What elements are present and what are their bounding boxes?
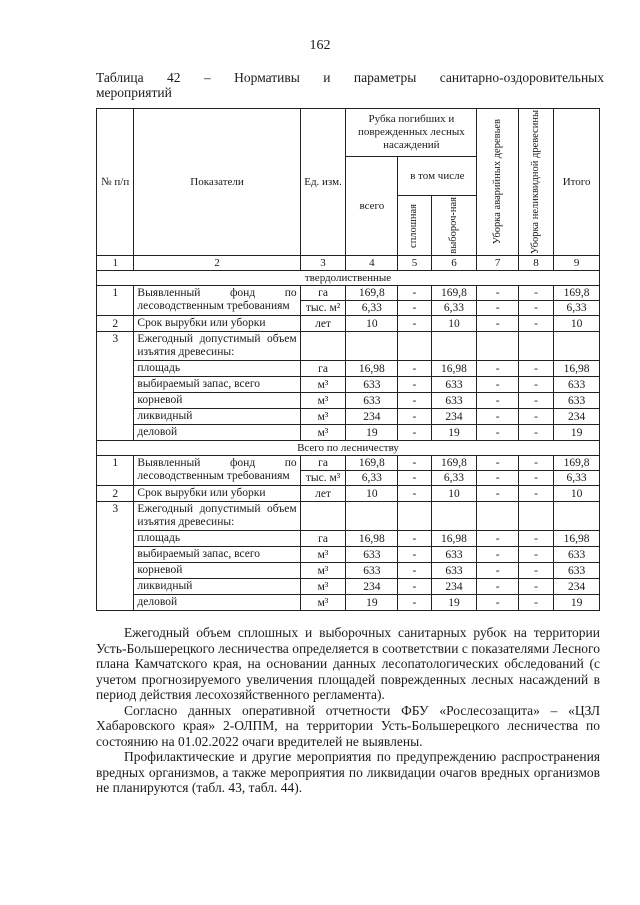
row-label: Выявленный фонд по лесоводственным требованиям bbox=[134, 456, 300, 486]
cell-clear: - bbox=[398, 486, 431, 502]
norms-table bbox=[96, 108, 600, 611]
cell-emergency: - bbox=[477, 563, 519, 579]
cell-clear: - bbox=[398, 286, 431, 301]
row-unit: м³ bbox=[300, 579, 346, 595]
cell-total bbox=[346, 502, 398, 531]
table-row bbox=[97, 332, 600, 361]
cell-nonliquid: - bbox=[518, 531, 553, 547]
cell-total: 10 bbox=[346, 486, 398, 502]
cell-total: 16,98 bbox=[346, 531, 398, 547]
row-unit: м³ bbox=[300, 595, 346, 611]
table-row bbox=[97, 393, 600, 409]
cell-nonliquid: - bbox=[518, 547, 553, 563]
table-row bbox=[97, 563, 600, 579]
header-emergency: Уборка аварийных деревьев bbox=[477, 109, 519, 256]
table-row bbox=[97, 579, 600, 595]
cell-sum bbox=[554, 332, 600, 361]
row-unit bbox=[300, 332, 346, 361]
cell-selective: 633 bbox=[431, 377, 477, 393]
row-label: выбираемый запас, всего bbox=[134, 377, 300, 393]
table-row bbox=[97, 486, 600, 502]
table-row bbox=[97, 502, 600, 531]
cell-total: 6,33 bbox=[346, 301, 398, 316]
table-row bbox=[97, 425, 600, 441]
header-selective: выбороч-ная bbox=[431, 196, 477, 256]
header-unit: Ед. изм. bbox=[300, 109, 346, 256]
table-row bbox=[97, 361, 600, 377]
header-including: в том числе bbox=[398, 157, 477, 196]
row-unit: лет bbox=[300, 316, 346, 332]
cell-nonliquid: - bbox=[518, 301, 553, 316]
cell-total: 633 bbox=[346, 547, 398, 563]
cell-selective bbox=[431, 332, 477, 361]
cell-selective: 169,8 bbox=[431, 286, 477, 301]
cell-selective: 6,33 bbox=[431, 471, 477, 486]
row-label: Срок вырубки или уборки bbox=[134, 486, 300, 502]
row-unit: га bbox=[300, 361, 346, 377]
cell-emergency bbox=[477, 332, 519, 361]
table-row bbox=[97, 409, 600, 425]
section-row bbox=[97, 441, 600, 456]
cell-selective: 16,98 bbox=[431, 531, 477, 547]
cell-selective: 6,33 bbox=[431, 301, 477, 316]
row-num: 2 bbox=[97, 486, 134, 502]
table-row bbox=[97, 531, 600, 547]
column-number: 3 bbox=[300, 256, 346, 271]
cell-sum: 10 bbox=[554, 316, 600, 332]
caption-line-2: мероприятий bbox=[96, 85, 172, 100]
row-unit: лет bbox=[300, 486, 346, 502]
cell-clear bbox=[398, 502, 431, 531]
cell-clear: - bbox=[398, 563, 431, 579]
row-label: ликвидный bbox=[134, 579, 300, 595]
cell-sum: 6,33 bbox=[554, 301, 600, 316]
cell-clear: - bbox=[398, 361, 431, 377]
row-unit: м³ bbox=[300, 547, 346, 563]
row-label: деловой bbox=[134, 425, 300, 441]
cell-sum: 19 bbox=[554, 595, 600, 611]
row-label: Выявленный фонд по лесоводственным требованиям bbox=[134, 286, 300, 316]
cell-emergency: - bbox=[477, 409, 519, 425]
paragraph-1: Ежегодный объем сплошных и выборочных санитарных рубок на территории Усть-Большерецкого лесничества определяется в соответствии с показателями Лесного плана Камчатского края, на основании данных лесопатологических обследований (с учетом прогнозируемого увеличения площадей поврежденных лесных насаждений в период действия лесохозяйственного регламента). bbox=[96, 625, 600, 702]
row-num: 1 bbox=[97, 456, 134, 486]
row-num: 1 bbox=[97, 286, 134, 316]
cell-sum: 633 bbox=[554, 563, 600, 579]
column-number: 9 bbox=[554, 256, 600, 271]
cell-sum: 234 bbox=[554, 579, 600, 595]
row-label: площадь bbox=[134, 531, 300, 547]
cell-clear: - bbox=[398, 409, 431, 425]
row-label: Ежегодный допустимый объем изъятия древесины: bbox=[134, 502, 300, 531]
column-number: 2 bbox=[134, 256, 300, 271]
header-felling-group: Рубка погибших и поврежденных лесных насаждений bbox=[346, 109, 477, 157]
cell-total: 169,8 bbox=[346, 286, 398, 301]
caption-line-1: Таблица 42 – Нормативы и параметры санитарно-оздоровительных bbox=[96, 70, 604, 85]
row-num: 3 bbox=[97, 502, 134, 611]
row-unit: га bbox=[300, 531, 346, 547]
header-indicator: Показатели bbox=[134, 109, 300, 256]
cell-nonliquid: - bbox=[518, 595, 553, 611]
cell-sum bbox=[554, 502, 600, 531]
cell-total: 234 bbox=[346, 579, 398, 595]
row-label: деловой bbox=[134, 595, 300, 611]
cell-clear: - bbox=[398, 547, 431, 563]
cell-total: 169,8 bbox=[346, 456, 398, 471]
column-number: 6 bbox=[431, 256, 477, 271]
cell-nonliquid bbox=[518, 502, 553, 531]
cell-emergency: - bbox=[477, 531, 519, 547]
cell-sum: 19 bbox=[554, 425, 600, 441]
cell-sum: 633 bbox=[554, 393, 600, 409]
row-label: выбираемый запас, всего bbox=[134, 547, 300, 563]
section-row bbox=[97, 271, 600, 286]
cell-sum: 633 bbox=[554, 547, 600, 563]
cell-emergency: - bbox=[477, 316, 519, 332]
cell-emergency bbox=[477, 502, 519, 531]
cell-clear: - bbox=[398, 595, 431, 611]
cell-total: 19 bbox=[346, 595, 398, 611]
cell-nonliquid: - bbox=[518, 361, 553, 377]
cell-total: 234 bbox=[346, 409, 398, 425]
column-number: 8 bbox=[518, 256, 553, 271]
cell-clear: - bbox=[398, 471, 431, 486]
cell-sum: 10 bbox=[554, 486, 600, 502]
cell-emergency: - bbox=[477, 361, 519, 377]
column-number: 4 bbox=[346, 256, 398, 271]
cell-nonliquid: - bbox=[518, 563, 553, 579]
cell-selective: 10 bbox=[431, 486, 477, 502]
cell-total: 16,98 bbox=[346, 361, 398, 377]
cell-selective: 16,98 bbox=[431, 361, 477, 377]
cell-nonliquid: - bbox=[518, 486, 553, 502]
table-row bbox=[97, 547, 600, 563]
cell-nonliquid: - bbox=[518, 456, 553, 471]
row-unit: м³ bbox=[300, 425, 346, 441]
header-num: № п/п bbox=[97, 109, 134, 256]
section-title: твердолиственные bbox=[97, 271, 600, 286]
cell-total: 6,33 bbox=[346, 471, 398, 486]
cell-emergency: - bbox=[477, 393, 519, 409]
column-number: 7 bbox=[477, 256, 519, 271]
cell-emergency: - bbox=[477, 471, 519, 486]
cell-emergency: - bbox=[477, 579, 519, 595]
header-total: всего bbox=[346, 157, 398, 256]
cell-sum: 169,8 bbox=[554, 456, 600, 471]
header-sum: Итого bbox=[554, 109, 600, 256]
cell-sum: 16,98 bbox=[554, 531, 600, 547]
cell-emergency: - bbox=[477, 286, 519, 301]
cell-nonliquid: - bbox=[518, 377, 553, 393]
row-unit bbox=[300, 502, 346, 531]
cell-clear: - bbox=[398, 456, 431, 471]
cell-total: 633 bbox=[346, 377, 398, 393]
cell-nonliquid: - bbox=[518, 316, 553, 332]
cell-selective bbox=[431, 502, 477, 531]
row-label: площадь bbox=[134, 361, 300, 377]
table-row bbox=[97, 456, 600, 471]
cell-nonliquid: - bbox=[518, 425, 553, 441]
row-unit: м³ bbox=[300, 377, 346, 393]
cell-nonliquid: - bbox=[518, 409, 553, 425]
column-number: 1 bbox=[97, 256, 134, 271]
row-unit: га bbox=[300, 456, 346, 471]
cell-nonliquid: - bbox=[518, 579, 553, 595]
cell-total bbox=[346, 332, 398, 361]
row-unit: м³ bbox=[300, 563, 346, 579]
cell-nonliquid: - bbox=[518, 471, 553, 486]
cell-selective: 633 bbox=[431, 563, 477, 579]
page-number: 162 bbox=[309, 38, 331, 53]
row-label: корневой bbox=[134, 563, 300, 579]
cell-emergency: - bbox=[477, 377, 519, 393]
cell-total: 19 bbox=[346, 425, 398, 441]
table-row bbox=[97, 377, 600, 393]
cell-emergency: - bbox=[477, 425, 519, 441]
cell-clear: - bbox=[398, 425, 431, 441]
cell-selective: 633 bbox=[431, 393, 477, 409]
row-unit: м³ bbox=[300, 409, 346, 425]
header-clear: сплошная bbox=[398, 196, 431, 256]
row-unit: тыс. м³ bbox=[300, 471, 346, 486]
cell-sum: 16,98 bbox=[554, 361, 600, 377]
cell-selective: 633 bbox=[431, 547, 477, 563]
cell-sum: 6,33 bbox=[554, 471, 600, 486]
body-text bbox=[96, 625, 600, 796]
table-row bbox=[97, 286, 600, 301]
cell-sum: 633 bbox=[554, 377, 600, 393]
row-label: Срок вырубки или уборки bbox=[134, 316, 300, 332]
cell-total: 633 bbox=[346, 393, 398, 409]
cell-nonliquid: - bbox=[518, 393, 553, 409]
cell-emergency: - bbox=[477, 595, 519, 611]
cell-selective: 10 bbox=[431, 316, 477, 332]
row-unit: м³ bbox=[300, 393, 346, 409]
cell-selective: 19 bbox=[431, 425, 477, 441]
cell-emergency: - bbox=[477, 301, 519, 316]
table-row bbox=[97, 595, 600, 611]
cell-clear: - bbox=[398, 531, 431, 547]
table-row bbox=[97, 316, 600, 332]
cell-clear: - bbox=[398, 393, 431, 409]
cell-emergency: - bbox=[477, 486, 519, 502]
row-label: корневой bbox=[134, 393, 300, 409]
column-number-row bbox=[97, 256, 600, 271]
cell-emergency: - bbox=[477, 456, 519, 471]
row-num: 2 bbox=[97, 316, 134, 332]
column-number: 5 bbox=[398, 256, 431, 271]
cell-clear: - bbox=[398, 301, 431, 316]
cell-nonliquid: - bbox=[518, 286, 553, 301]
cell-selective: 234 bbox=[431, 579, 477, 595]
cell-sum: 234 bbox=[554, 409, 600, 425]
paragraph-2: Согласно данных оперативной отчетности ФБУ «Рослесозащита» – «ЦЗЛ Хабаровского края» 2-ОЛПМ, на территории Усть-Большерецкого лесничества по состоянию на 01.02.2022 очаги вредителей не выявлены. bbox=[96, 702, 600, 749]
cell-selective: 19 bbox=[431, 595, 477, 611]
table-body bbox=[97, 256, 600, 611]
cell-clear: - bbox=[398, 316, 431, 332]
cell-clear bbox=[398, 332, 431, 361]
table-caption bbox=[96, 70, 604, 100]
row-unit: тыс. м² bbox=[300, 301, 346, 316]
row-unit: га bbox=[300, 286, 346, 301]
cell-nonliquid bbox=[518, 332, 553, 361]
paragraph-3: Профилактические и другие мероприятия по предупреждению распространения вредных организмов, а также мероприятия по ликвидации очагов вредных организмов не планируются (табл. 43, табл. 44). bbox=[96, 749, 600, 795]
cell-clear: - bbox=[398, 377, 431, 393]
section-title: Всего по лесничеству bbox=[97, 441, 600, 456]
cell-total: 633 bbox=[346, 563, 398, 579]
cell-clear: - bbox=[398, 579, 431, 595]
row-label: ликвидный bbox=[134, 409, 300, 425]
cell-total: 10 bbox=[346, 316, 398, 332]
cell-emergency: - bbox=[477, 547, 519, 563]
row-num: 3 bbox=[97, 332, 134, 441]
row-label: Ежегодный допустимый объем изъятия древесины: bbox=[134, 332, 300, 361]
header-nonliquid: Уборка неликвидной древесины bbox=[518, 109, 553, 256]
cell-selective: 169,8 bbox=[431, 456, 477, 471]
cell-selective: 234 bbox=[431, 409, 477, 425]
cell-sum: 169,8 bbox=[554, 286, 600, 301]
